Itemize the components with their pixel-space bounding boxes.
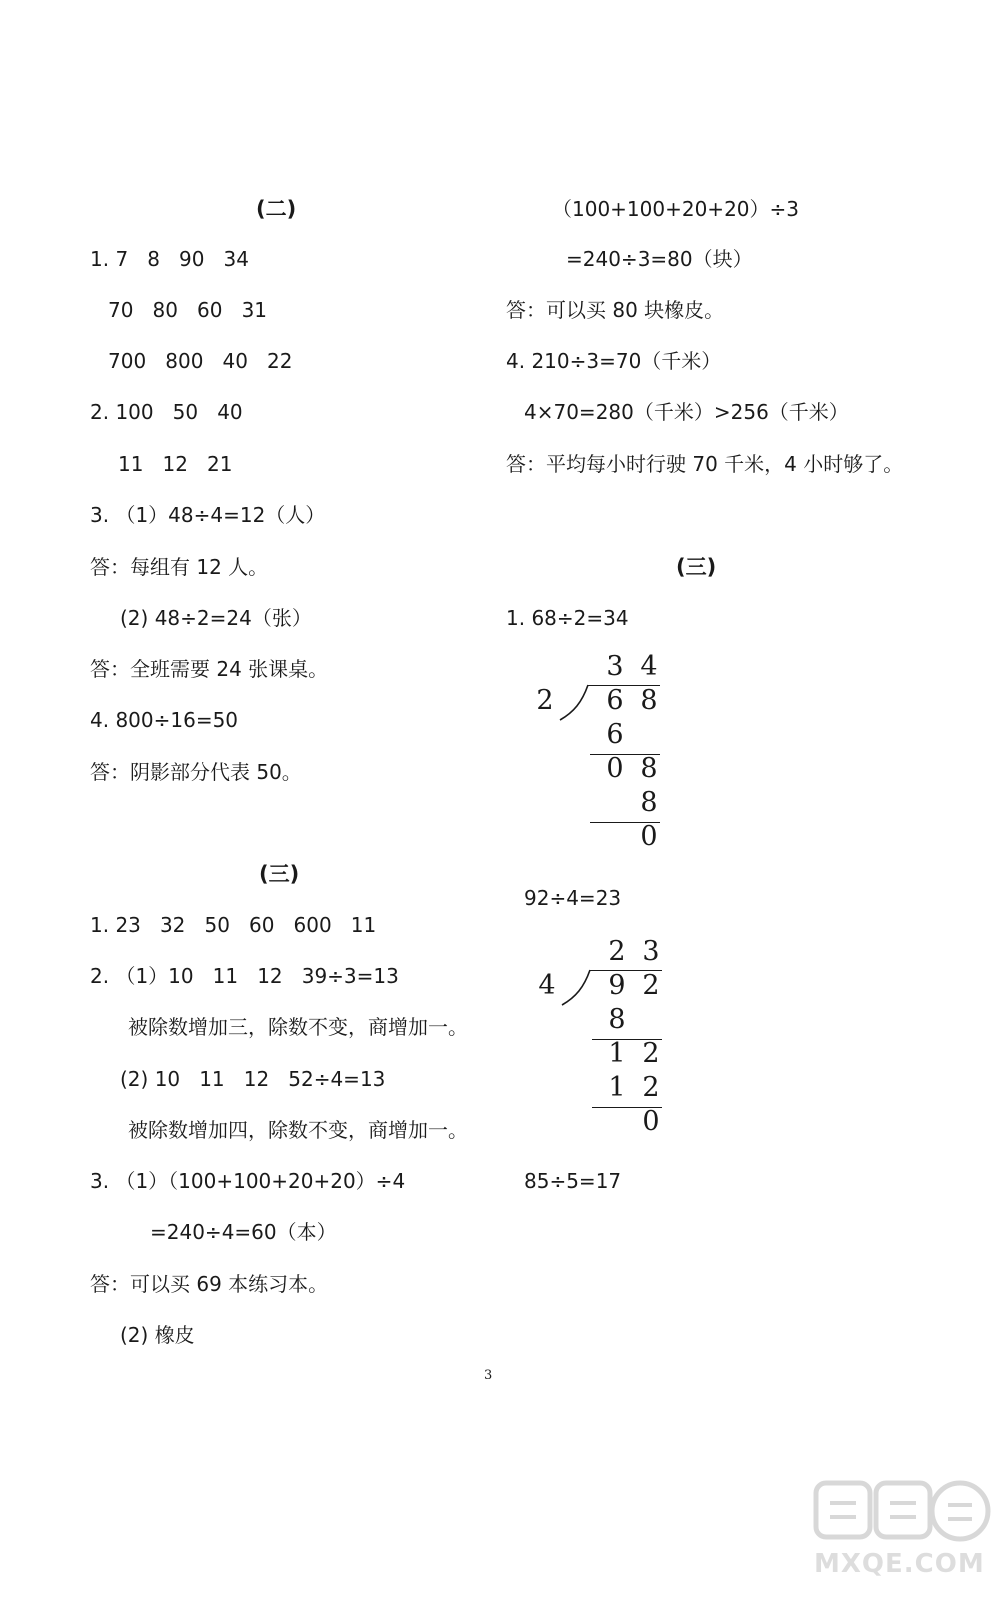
long-division-92-by-4 [532, 935, 702, 1145]
watermark-logo [812, 1475, 992, 1595]
answer-line: 答：全班需要 24 张课桌。 [90, 657, 329, 681]
answer-line: 4×70=280（千米）>256（千米） [524, 400, 849, 424]
answer-line: 答：平均每小时行驶 70 千米，4 小时够了。 [506, 452, 904, 476]
dividend-digit: 6 [606, 685, 624, 716]
problem-equation: 1. 68÷2=34 [506, 606, 629, 630]
answer-line: (2) 橡皮 [120, 1323, 195, 1347]
long-division-68-by-2 [530, 650, 700, 860]
final-remainder: 0 [642, 1106, 660, 1137]
answer-line: 2. 100 50 40 [90, 400, 243, 424]
answer-line: (2) 48÷2=24（张） [120, 606, 312, 630]
problem-equation: 92÷4=23 [524, 886, 622, 910]
divisor: 4 [538, 970, 556, 1001]
answer-line: 2. （1）10 11 12 39÷3=13 [90, 964, 399, 988]
remainder-digit: 2 [642, 1038, 660, 1069]
answer-line: 700 800 40 22 [108, 349, 293, 373]
answer-line: 4. 800÷16=50 [90, 708, 239, 732]
remainder-digit: 1 [608, 1038, 626, 1069]
answer-line: 4. 210÷3=70（千米） [506, 349, 722, 373]
watermark-badge-icon [812, 1475, 992, 1555]
answer-line: 被除数增加三，除数不变，商增加一。 [128, 1015, 468, 1039]
quotient-digit: 3 [642, 936, 660, 967]
divisor: 2 [536, 685, 554, 716]
step-digit: 1 [608, 1072, 626, 1103]
step-digit: 8 [640, 787, 658, 818]
step-digit: 2 [642, 1072, 660, 1103]
dividend-digit: 2 [642, 970, 660, 1001]
answer-line: （100+100+20+20）÷3 [552, 197, 800, 221]
answer-line: 答：可以买 80 块橡皮。 [506, 298, 725, 322]
answer-line: =240÷3=80（块） [566, 247, 753, 271]
remainder-digit: 8 [640, 753, 658, 784]
quotient-digit: 4 [640, 651, 658, 682]
section-heading-2: (二) [256, 197, 297, 221]
page-number: 3 [484, 1368, 493, 1383]
step-digit: 8 [608, 1004, 626, 1035]
quotient-digit: 2 [608, 936, 626, 967]
answer-line: 被除数增加四，除数不变，商增加一。 [128, 1118, 468, 1142]
dividend-digit: 8 [640, 685, 658, 716]
section-heading-3-right: (三) [676, 555, 717, 579]
answer-line: =240÷4=60（本） [150, 1220, 337, 1244]
answer-line: 答：可以买 69 本练习本。 [90, 1272, 329, 1296]
answer-line: (2) 10 11 12 52÷4=13 [120, 1067, 386, 1091]
answer-line: 1. 23 32 50 60 600 11 [90, 913, 377, 937]
answer-line: 答：阴影部分代表 50。 [90, 760, 302, 784]
answer-line: 3. （1）48÷4=12（人） [90, 503, 326, 527]
answer-line: 答：每组有 12 人。 [90, 555, 269, 579]
step-digit: 6 [606, 719, 624, 750]
answer-line: 3. （1）（100+100+20+20）÷4 [90, 1169, 406, 1193]
problem-equation: 85÷5=17 [524, 1169, 622, 1193]
quotient-digit: 3 [606, 651, 624, 682]
answer-line: 1. 7 8 90 34 [90, 247, 250, 271]
final-remainder: 0 [640, 821, 658, 852]
remainder-digit: 0 [606, 753, 624, 784]
watermark-text: MXQE.COM [814, 1549, 985, 1579]
answer-line: 11 12 21 [118, 452, 233, 476]
section-heading-3: (三) [259, 862, 300, 886]
dividend-digit: 9 [608, 970, 626, 1001]
answer-line: 70 80 60 31 [108, 298, 268, 322]
